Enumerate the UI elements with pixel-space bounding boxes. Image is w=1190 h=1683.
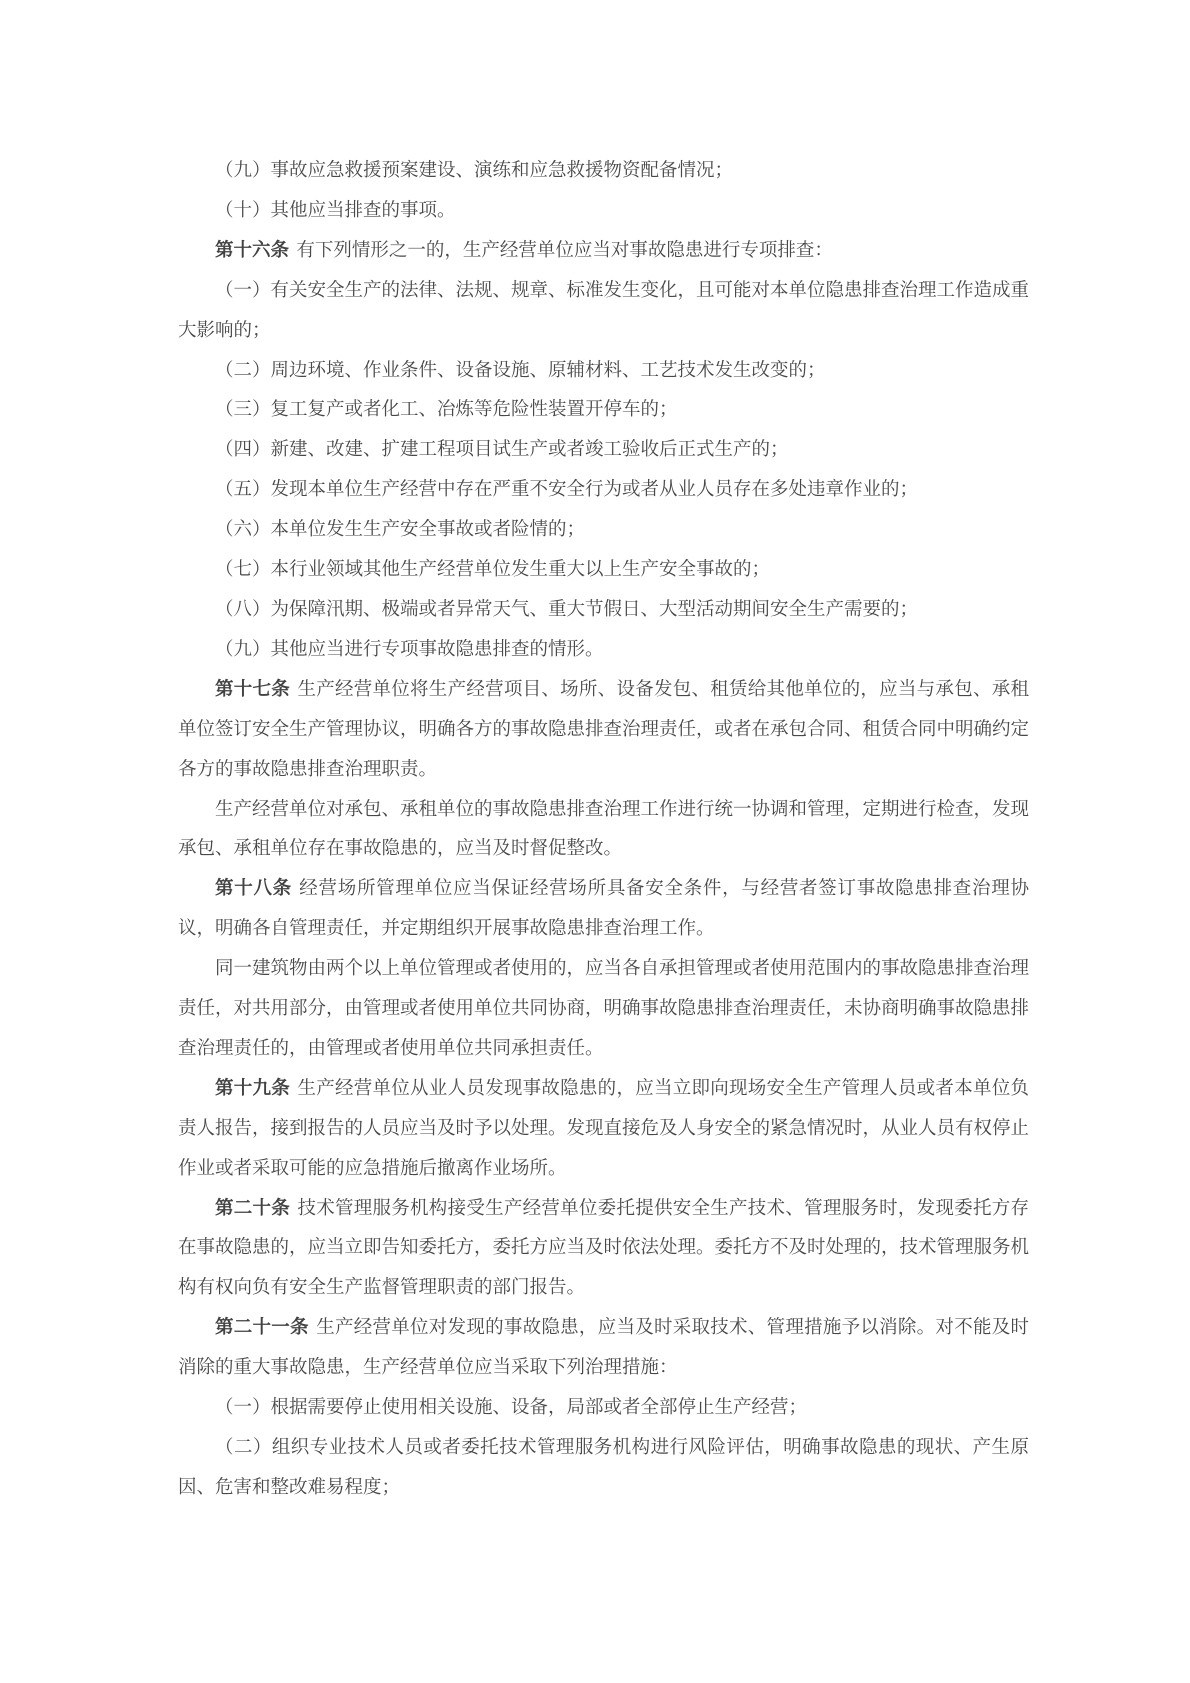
paragraph — [178, 1309, 1029, 1389]
paragraph — [178, 870, 1029, 950]
paragraph-text: （一）有关安全生产的法律、法规、规章、标准发生变化，且可能对本单位隐患排查治理工作造成重大影响的； — [178, 280, 1030, 341]
document-body — [178, 152, 1029, 1509]
paragraph-text: （三）复工复产或者化工、冶炼等危险性装置开停车的； — [215, 400, 678, 421]
paragraph-text: 经营场所管理单位应当保证经营场所具备安全条件，与经营者签订事故隐患排查治理协议，明确各自管理责任，并定期组织开展事故隐患排查治理工作。 — [178, 879, 1029, 940]
paragraph-text: （二）周边环境、作业条件、设备设施、原辅材料、工艺技术发生改变的； — [215, 360, 826, 381]
article-number: 第十九条 — [215, 1078, 291, 1099]
paragraph-text: （十）其他应当排查的事项。 — [215, 200, 456, 221]
paragraph — [178, 431, 1029, 471]
paragraph-text: （八）为保障汛期、极端或者异常天气、重大节假日、大型活动期间安全生产需要的； — [215, 599, 919, 620]
paragraph — [178, 1429, 1029, 1509]
paragraph-text: （九）事故应急救援预案建设、演练和应急救援物资配备情况； — [215, 161, 734, 181]
article-number: 第十八条 — [215, 879, 292, 900]
paragraph-text: 生产经营单位从业人员发现事故隐患的，应当立即向现场安全生产管理人员或者本单位负责人报告，接到报告的人员应当及时予以处理。发现直接危及人身安全的紧急情况时，从业人员有权停止作业或者采取可能的应急措施后撤离作业场所。 — [178, 1078, 1030, 1179]
paragraph-text: （六）本单位发生生产安全事故或者险情的； — [215, 520, 586, 541]
article-number: 第二十一条 — [215, 1318, 309, 1339]
paragraph — [178, 631, 1029, 671]
paragraph-text: （四）新建、改建、扩建工程项目试生产或者竣工验收后正式生产的； — [215, 440, 789, 461]
paragraph — [178, 192, 1029, 232]
paragraph — [178, 511, 1029, 551]
paragraph-text: 生产经营单位将生产经营项目、场所、设备发包、租赁给其他单位的，应当与承包、承租单位签订安全生产管理协议，明确各方的事故隐患排查治理责任，或者在承包合同、租赁合同中明确约定各方的事故隐患排查治理职责。 — [178, 679, 1030, 780]
paragraph — [178, 551, 1029, 591]
paragraph-text: 同一建筑物由两个以上单位管理或者使用的，应当各自承担管理或者使用范围内的事故隐患排查治理责任，对共用部分，由管理或者使用单位共同协商，明确事故隐患排查治理责任，未协商明确事故隐患排查治理责任的，由管理或者使用单位共同承担责任。 — [178, 959, 1030, 1059]
paragraph-text: （五）发现本单位生产经营中存在严重不安全行为或者从业人员存在多处违章作业的； — [215, 480, 919, 501]
paragraph-text: 生产经营单位对承包、承租单位的事故隐患排查治理工作进行统一协调和管理，定期进行检查，发现承包、承租单位存在事故隐患的，应当及时督促整改。 — [178, 799, 1030, 860]
paragraph — [178, 391, 1029, 431]
paragraph — [178, 352, 1029, 392]
paragraph — [178, 471, 1029, 511]
paragraph — [178, 1389, 1029, 1429]
paragraph — [178, 1190, 1029, 1310]
paragraph-text: （七）本行业领域其他生产经营单位发生重大以上生产安全事故的； — [215, 560, 771, 581]
paragraph-text: （九）其他应当进行专项事故隐患排查的情形。 — [215, 639, 604, 660]
paragraph — [178, 671, 1029, 791]
article-number: 第二十条 — [215, 1198, 291, 1219]
paragraph-text: 技术管理服务机构接受生产经营单位委托提供安全生产技术、管理服务时，发现委托方存在事故隐患的，应当立即告知委托方，委托方应当及时依法处理。委托方不及时处理的，技术管理服务机构有权向负有安全生产监督管理职责的部门报告。 — [178, 1198, 1030, 1299]
article-number: 第十七条 — [215, 679, 291, 700]
paragraph-text: （二）组织专业技术人员或者委托技术管理服务机构进行风险评估，明确事故隐患的现状、产生原因、危害和整改难易程度； — [178, 1438, 1029, 1498]
paragraph-text: 有下列情形之一的，生产经营单位应当对事故隐患进行专项排查： — [296, 240, 833, 261]
paragraph — [178, 152, 1029, 192]
paragraph — [178, 272, 1029, 352]
article-number: 第十六条 — [215, 240, 290, 261]
paragraph — [178, 791, 1029, 871]
paragraph-text: （一）根据需要停止使用相关设施、设备，局部或者全部停止生产经营； — [215, 1398, 808, 1419]
paragraph — [178, 1070, 1029, 1190]
paragraph-text: 生产经营单位对发现的事故隐患，应当及时采取技术、管理措施予以消除。对不能及时消除的重大事故隐患，生产经营单位应当采取下列治理措施： — [178, 1318, 1029, 1379]
paragraph — [178, 950, 1029, 1070]
paragraph — [178, 232, 1029, 272]
paragraph — [178, 591, 1029, 631]
